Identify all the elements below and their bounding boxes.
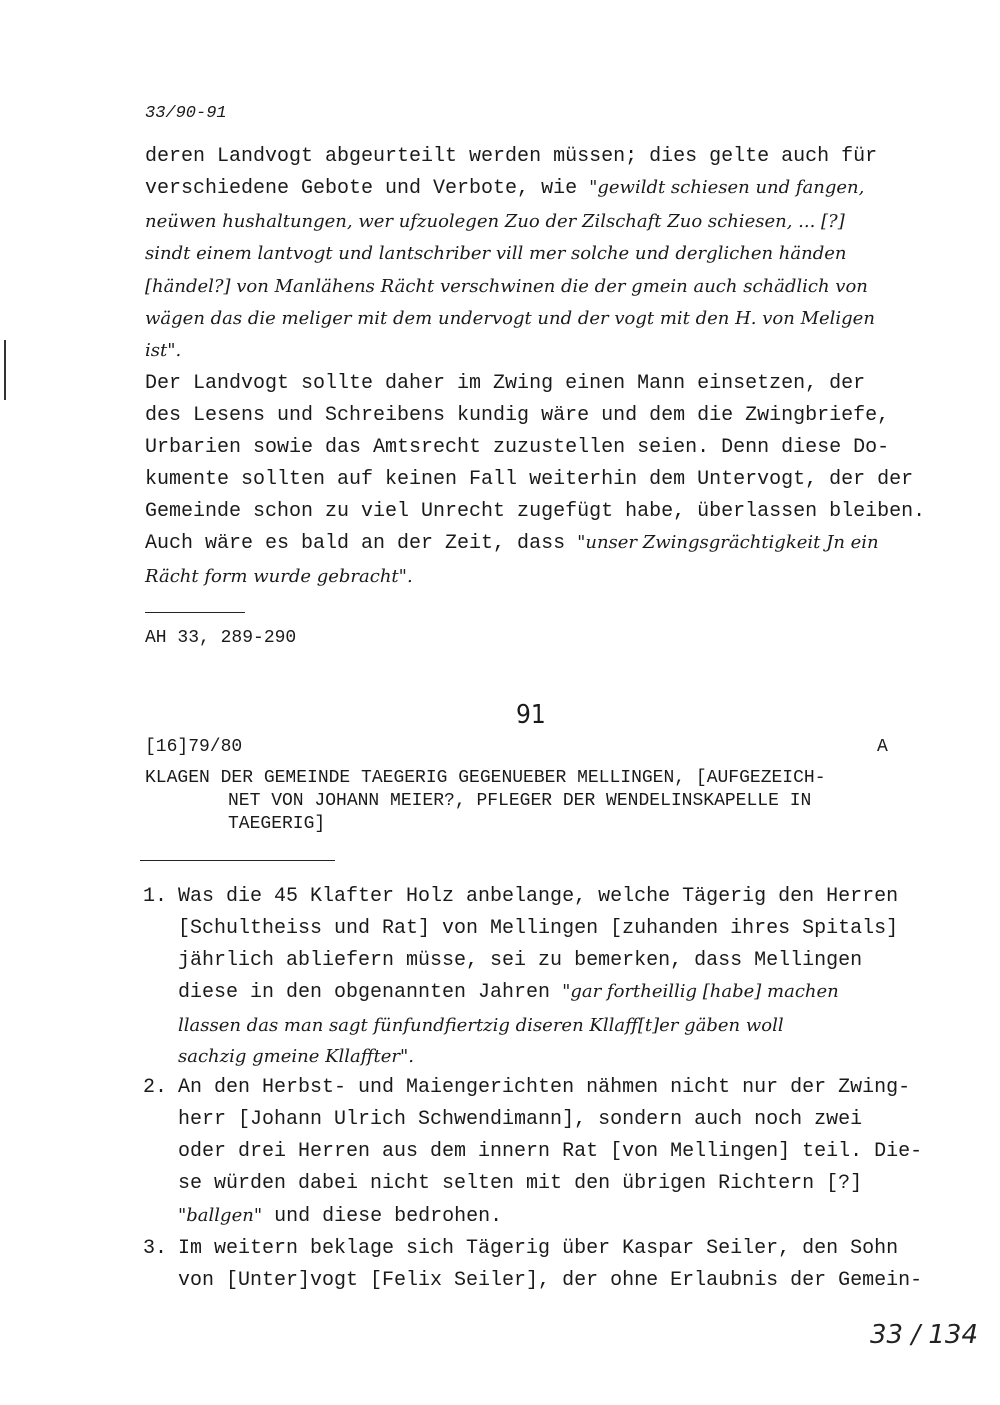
- item3-line-1: Im weitern beklage sich Tägerig über Kaspar Seiler, den Sohn: [178, 1237, 899, 1260]
- para2-line-4: kumente sollten auf keinen Fall weiterhin dem Untervogt, der der: [145, 468, 914, 491]
- para1-line-4: sindt einem lantvogt und lantschriber vill mer solche und derglichen händen: [145, 243, 847, 264]
- document-date: [16]79/80: [145, 737, 243, 757]
- item3-line-2: von [Unter]vogt [Felix Seiler], der ohne Erlaubnis der Gemein-: [178, 1269, 923, 1292]
- para1-line-7: ist".: [145, 340, 182, 361]
- para2-line-6: [145, 532, 879, 555]
- item2-line-5: [178, 1205, 502, 1228]
- quote-start: "unser Zwingsgrächtigkeit Jn ein: [577, 532, 879, 553]
- quote-start: "gewildt schiesen und fangen,: [589, 177, 865, 198]
- quote-ballgen: "ballgen": [178, 1205, 263, 1226]
- para2-line-6-text: Auch wäre es bald an der Zeit, dass: [145, 532, 578, 555]
- para2-line-2: des Lesens und Schreibens kundig wäre und dem die Zwingbriefe,: [145, 404, 890, 427]
- item2-line-2: herr [Johann Ulrich Schwendimann], sondern auch noch zwei: [178, 1108, 863, 1131]
- para2-line-7: Rächt form wurde gebracht".: [145, 566, 413, 587]
- item-number-2: 2.: [143, 1076, 168, 1099]
- item1-line-3: jährlich abliefern müsse, sei zu bemerken, dass Mellingen: [178, 949, 863, 972]
- item-number-1: 1.: [143, 885, 168, 908]
- para1-line-6: wägen das die meliger mit dem undervogt und der vogt mit den H. von Meligen: [145, 308, 875, 329]
- para2-line-3: Urbarien sowie das Amtsrecht zuzustellen seien. Denn diese Do-: [145, 436, 890, 459]
- source-rule: [145, 612, 245, 613]
- item-number-3: 3.: [143, 1237, 168, 1260]
- title-line-3: TAEGERIG]: [228, 814, 326, 834]
- item1-line-4: [178, 981, 839, 1004]
- title-rule: [140, 860, 335, 861]
- title-line-1: KLAGEN DER GEMEINDE TAEGERIG GEGENUEBER MELLINGEN, [AUFGEZEICH-: [145, 768, 826, 788]
- quote-start: "gar fortheillig [habe] machen: [562, 981, 839, 1002]
- para1-line-1: deren Landvogt abgeurteilt werden müssen; dies gelte auch für: [145, 145, 878, 168]
- source-citation: AH 33, 289-290: [145, 628, 297, 648]
- para2-line-1: Der Landvogt sollte daher im Zwing einen Mann einsetzen, der: [145, 372, 866, 395]
- item1-line-2: [Schultheiss und Rat] von Mellingen [zuhanden ihres Spitals]: [178, 917, 899, 940]
- item1-line-4-text: diese in den obgenannten Jahren: [178, 981, 563, 1004]
- margin-mark: [4, 340, 6, 400]
- handwritten-page-number: 33 / 134: [870, 1320, 978, 1350]
- item2-line-5-text: und diese bedrohen.: [262, 1205, 503, 1228]
- page-reference: 33/90-91: [145, 104, 227, 123]
- para1-line-3: neüwen hushaltungen, wer ufzuolegen Zuo der Zilschaft Zuo schiesen, ... [?]: [145, 211, 845, 232]
- item1-line-5: llassen das man sagt fünfundfiertzig diseren Kllaff[t]er gäben woll: [178, 1015, 784, 1036]
- item1-line-1: Was die 45 Klafter Holz anbelange, welche Tägerig den Herren: [178, 885, 899, 908]
- document-type: A: [877, 737, 888, 757]
- para1-line-2: [145, 177, 864, 200]
- item2-line-3: oder drei Herren aus dem innern Rat [von Mellingen] teil. Die-: [178, 1140, 923, 1163]
- title-line-2: NET VON JOHANN MEIER?, PFLEGER DER WENDELINSKAPELLE IN: [228, 791, 812, 811]
- item2-line-1: An den Herbst- und Maiengerichten nähmen nicht nur der Zwing-: [178, 1076, 911, 1099]
- para1-line-5: [händel?] von Manlähens Rächt verschwinen die der gmein auch schädlich von: [145, 276, 868, 297]
- item1-line-6: sachzig gmeine Kllaffter".: [178, 1046, 415, 1067]
- para2-line-5: Gemeinde schon zu viel Unrecht zugefügt habe, überlassen bleiben.: [145, 500, 926, 523]
- document-number: 91: [516, 700, 546, 730]
- item2-line-4: se würden dabei nicht selten mit den übrigen Richtern [?]: [178, 1172, 863, 1195]
- para1-line-2-text: verschiedene Gebote und Verbote, wie: [145, 177, 590, 200]
